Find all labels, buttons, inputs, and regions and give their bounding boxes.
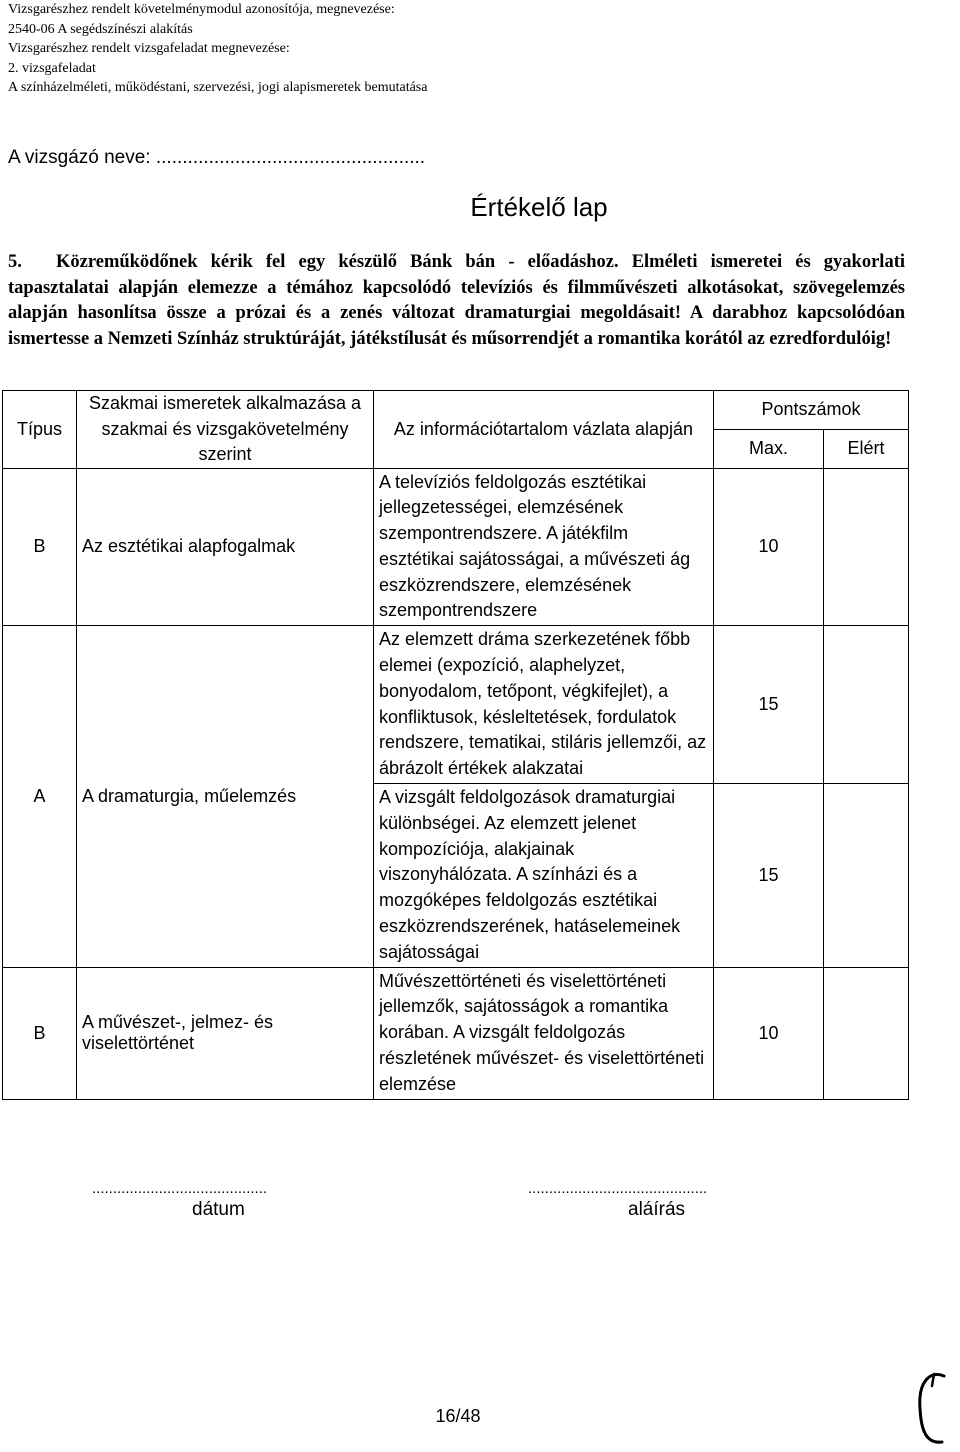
signature-label: aláírás	[628, 1199, 686, 1220]
handwritten-mark-icon	[912, 1368, 952, 1448]
header-points: Pontszámok	[714, 391, 909, 430]
row-outline: A televíziós feldolgozás esztétikai jellegzetességei, elemzésének szempontrendszere. A játékfilm esztétikai sajátosságai, a művészeti ág eszközrendszere, elemzésének szempontrendszere	[374, 468, 714, 626]
evaluation-table	[2, 390, 909, 1100]
row-type: B	[3, 967, 77, 1099]
header-max: Max.	[714, 429, 824, 468]
row-max-points: 10	[714, 468, 824, 626]
task-description	[8, 250, 905, 352]
table-row	[3, 626, 909, 784]
page-number: 16/48	[435, 1406, 481, 1426]
date-line: ..........................................	[92, 1180, 268, 1197]
row-type: B	[3, 468, 77, 626]
row-max-points: 10	[714, 967, 824, 1099]
row-outline: Az elemzett dráma szerkezetének főbb elemei (expozíció, alaphelyzet, bonyodalom, tetőpont, végkifejlet), a konfliktusok, késleltetések, fordulatok rendszere, tematikai, stiláris jellemzői, az ábrázolt értékek alakzatai	[374, 626, 714, 784]
header-module-label: Vizsgarészhez rendelt követelménymodul azonosítója, megnevezése:	[8, 2, 395, 17]
table-row	[3, 967, 909, 1099]
task-number: 5.	[8, 252, 22, 272]
row-knowledge: Az esztétikai alapfogalmak	[77, 468, 374, 626]
task-text: Közreműködőnek kérik fel egy készülő Bánk bán - előadáshoz. Elméleti ismeretei és gyakorlati tapasztalatai alapján elemezze a témához kapcsolódó televíziós és filmművészeti alkotásokat, szövegelemzés alapján hasonlítsa össze a prózai és a zenés változat dramaturgiai megoldásait! A darabhoz kapcsolódóan ismertesse a Nemzeti Színház struktúráját, játékstílusát és műsorrendjét a romantika korától az ezredfordulóig!	[8, 252, 905, 349]
header-achieved: Elért	[824, 429, 909, 468]
header-task-number: 2. vizsgafeladat	[8, 60, 96, 76]
signature-line: ...........................................	[528, 1180, 708, 1197]
examinee-name-field: A vizsgázó neve: ...................................................	[8, 147, 426, 168]
row-max-points: 15	[714, 784, 824, 968]
row-outline: Művészettörténeti és viselettörténeti jellemzők, sajátosságok a romantika korában. A vizsgált feldolgozás részletének művészet- és viselettörténeti elemzése	[374, 967, 714, 1099]
date-label: dátum	[192, 1199, 245, 1220]
row-max-points: 15	[714, 626, 824, 784]
row-achieved-points	[824, 626, 909, 784]
row-knowledge: A dramaturgia, műelemzés	[77, 626, 374, 967]
row-achieved-points	[824, 784, 909, 968]
header-task-name: A színházelméleti, működéstani, szervezési, jogi alapismeretek bemutatása	[8, 80, 428, 95]
row-type: A	[3, 626, 77, 967]
page-title: Értékelő lap	[470, 192, 608, 222]
table-row	[3, 468, 909, 626]
header-type: Típus	[3, 391, 77, 469]
header-module-name: 2540-06 A segédszínészi alakítás	[8, 21, 193, 37]
row-achieved-points	[824, 468, 909, 626]
row-achieved-points	[824, 967, 909, 1099]
row-knowledge: A művészet-, jelmez- és viselettörténet	[77, 967, 374, 1099]
row-outline: A vizsgált feldolgozások dramaturgiai különbségei. Az elemzett jelenet kompozíciója, alakjainak viszonyhálózata. A színházi és a mozgóképes feldolgozás esztétikai eszközrendszerének, hatáselemeinek sajátosságai	[374, 784, 714, 968]
header-task-label: Vizsgarészhez rendelt vizsgafeladat megnevezése:	[8, 41, 290, 56]
document-header	[8, 0, 948, 98]
header-outline: Az információtartalom vázlata alapján	[374, 391, 714, 469]
header-knowledge: Szakmai ismeretek alkalmazása a szakmai és vizsgakövetelmény szerint	[77, 391, 374, 469]
